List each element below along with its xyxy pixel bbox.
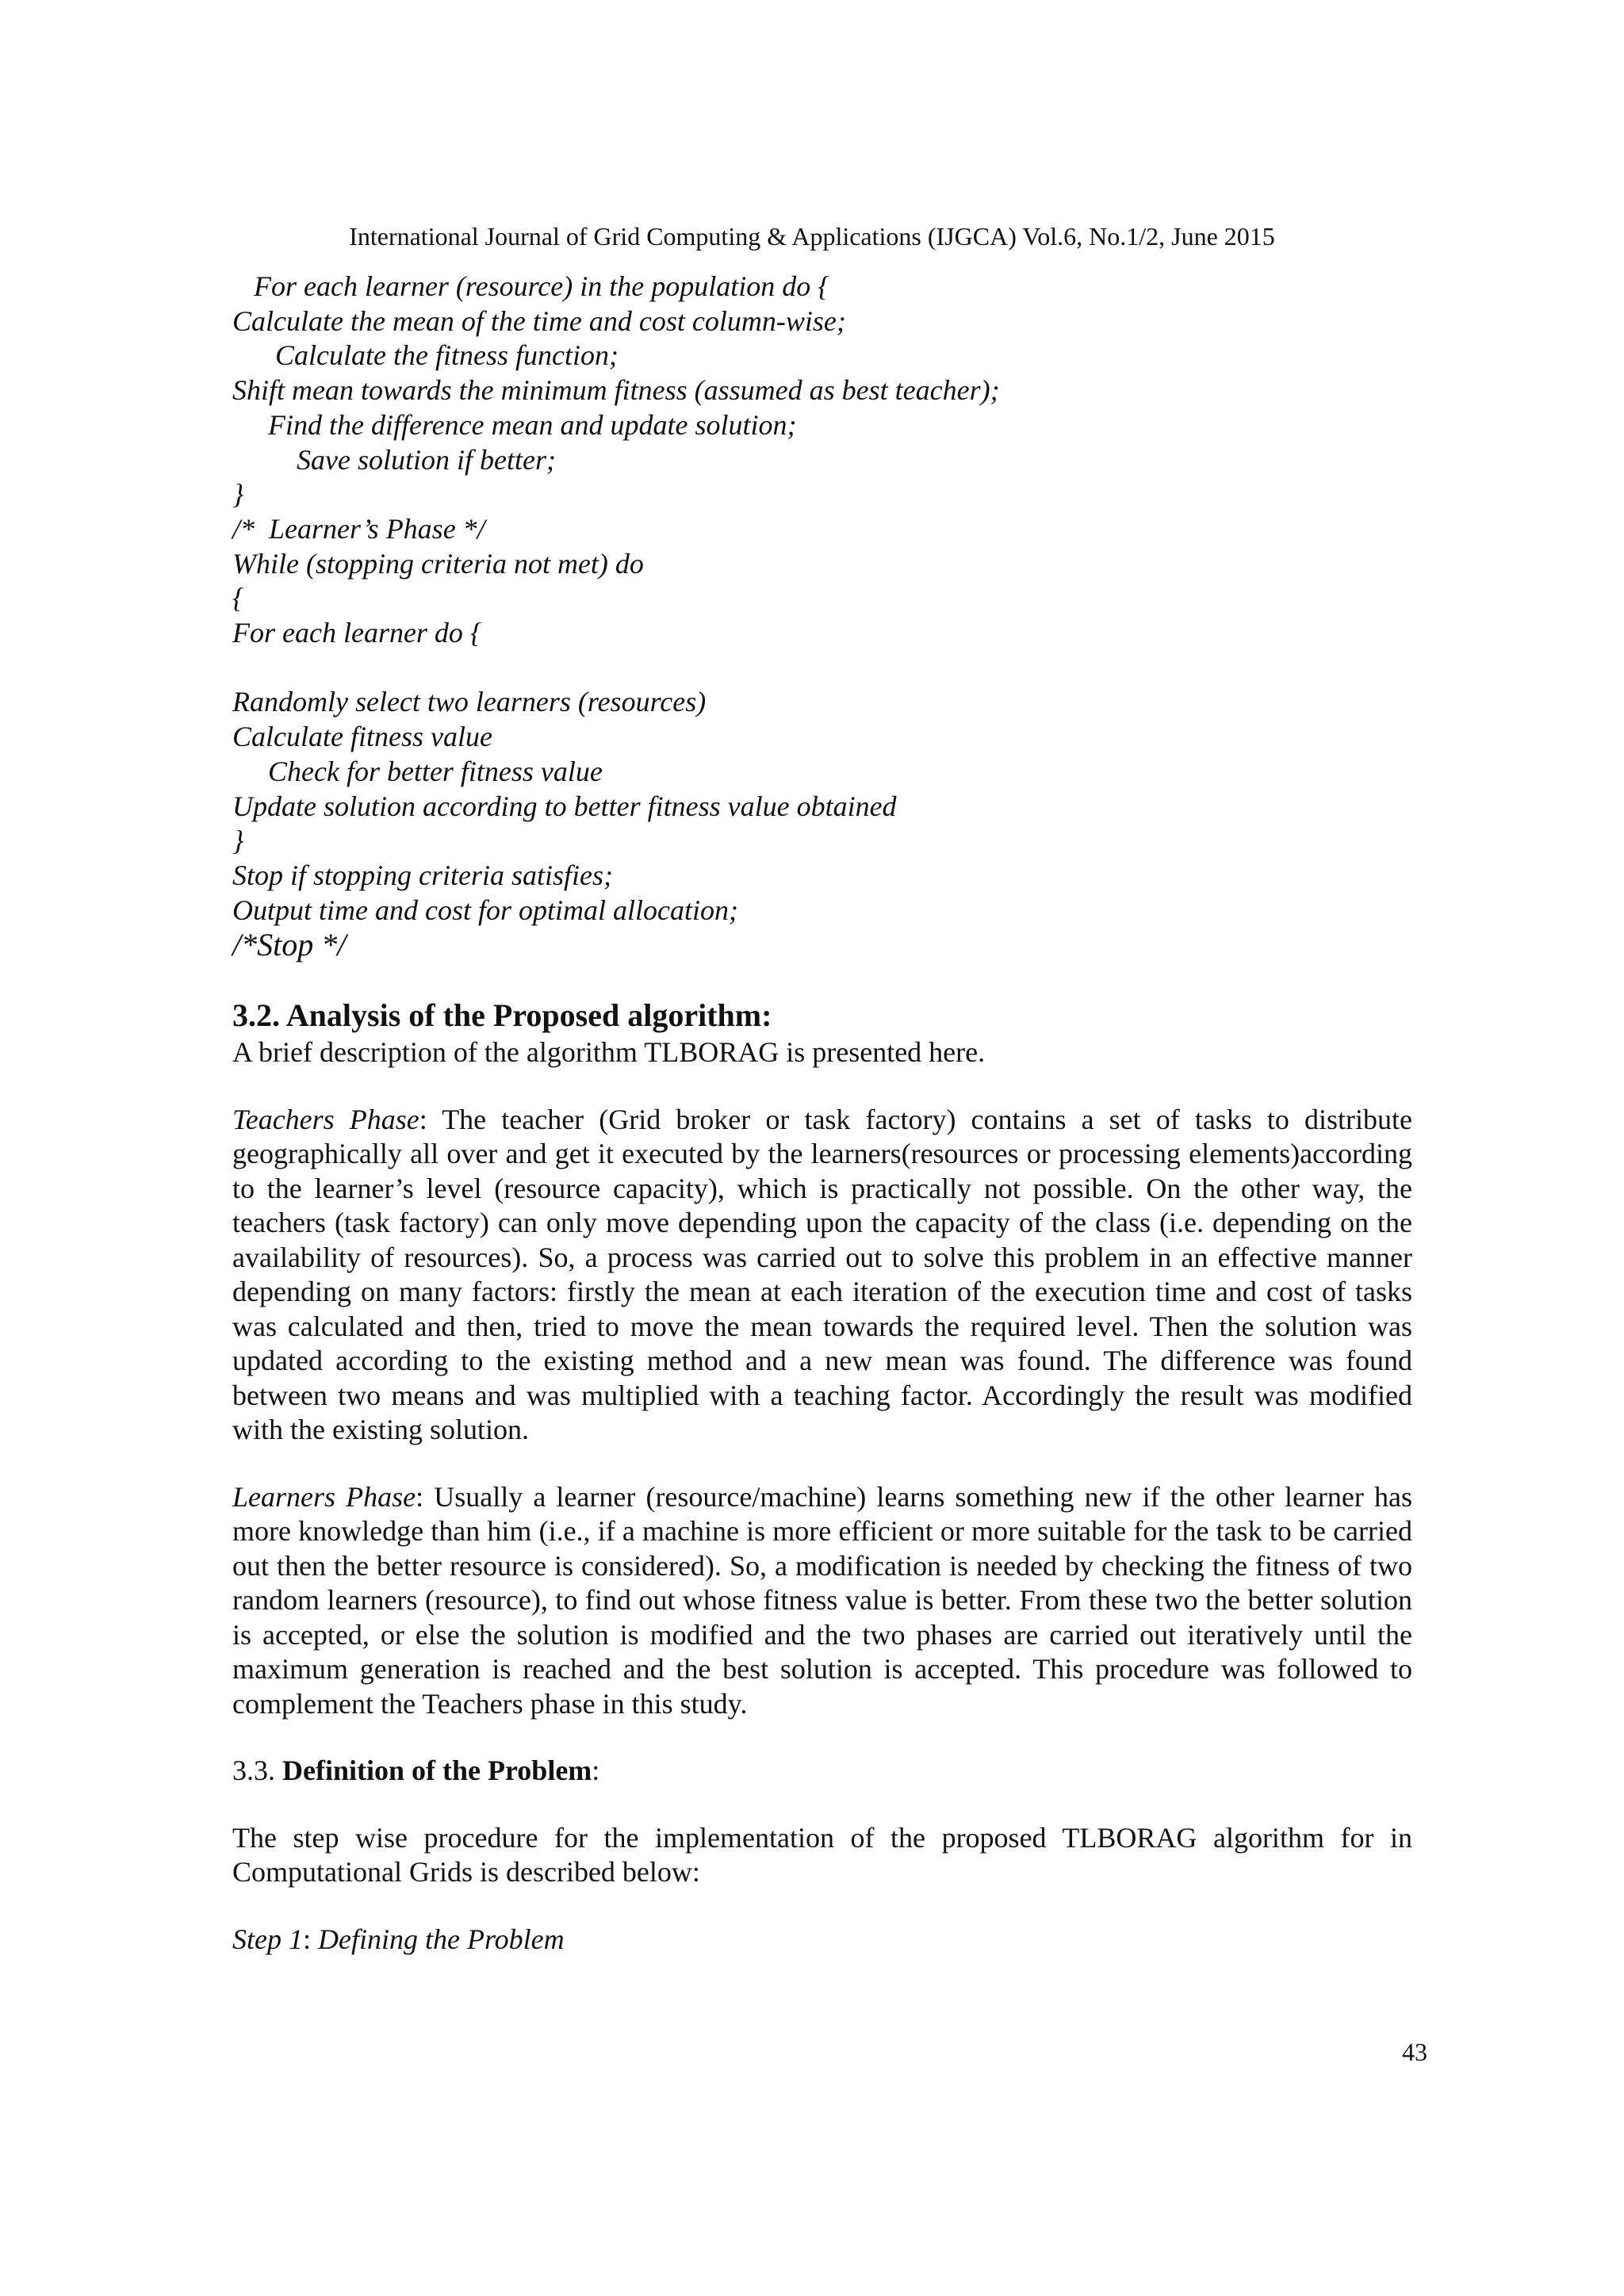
pseudocode-line: /*Stop */ xyxy=(232,927,347,963)
section-3-2-heading xyxy=(232,996,1412,1035)
pseudocode-line: For each learner do { xyxy=(232,617,482,649)
pseudocode-line: Update solution according to better fitness value obtained xyxy=(232,790,897,822)
pseudocode-line: Calculate fitness value xyxy=(232,721,492,753)
pseudocode-line: While (stopping criteria not met) do xyxy=(232,547,644,580)
pseudocode-line: Stop if stopping criteria satisfies; xyxy=(232,859,614,891)
pseudocode-line: } xyxy=(232,825,244,857)
pseudocode-line: Randomly select two learners (resources) xyxy=(232,686,707,718)
learners-phase-label: Learners Phase xyxy=(232,1480,416,1513)
step-1-line xyxy=(232,1923,1412,1957)
intro-paragraph: A brief description of the algorithm TLBORAG is presented here. xyxy=(232,1036,986,1068)
teachers-phase-label: Teachers Phase xyxy=(232,1103,419,1135)
pseudocode-line: For each learner (resource) in the population do { xyxy=(232,270,829,302)
teachers-phase-text: : The teacher (Grid broker or task factory) contains a set of tasks to distribute geographically all over and get it executed by the learners(resources or processing elements)according to the learner’s level (resource capacity), which is practically not possible. On the other way, the teachers (task factory) can only move depending upon the capacity of the class (i.e. depending on the availability of resources). So, a process was carried out to solve this problem in an effective manner depending on many factors: firstly the mean at each iteration of the execution time and cost of tasks was calculated and then, tried to move the mean towards the required level. Then the solution was updated according to the existing method and a new mean was found. The difference was found between two means and was multiplied with a teaching factor. Accordingly the result was modified with the existing solution. xyxy=(232,1103,1412,1445)
section-3-3-title: Definition of the Problem xyxy=(282,1755,592,1786)
section-3-2-title: Analysis of the Proposed algorithm: xyxy=(285,997,772,1033)
learners-phase-paragraph xyxy=(232,1480,1412,1722)
pseudocode-line: Calculate the mean of the time and cost column-wise; xyxy=(232,304,846,337)
pseudocode-line: Calculate the fitness function; xyxy=(232,339,619,372)
pseudocode-line xyxy=(232,651,1422,686)
pseudocode-line: } xyxy=(232,478,244,511)
learners-phase-text: : Usually a learner (resource/machine) learns something new if the other learner has more knowledge than him (i.e., if a machine is more efficient or more suitable for the task to be carried out then the better resource is considered). So, a modification is needed by checking the fitness of two random learners (resource), to find out whose fitness value is better. From these two the better solution is accepted, or else the solution is modified and the two phases are carried out iteratively until the maximum generation is reached and the best solution is accepted. This procedure was followed to complement the Teachers phase in this study. xyxy=(232,1480,1412,1720)
pseudocode-line: Save solution if better; xyxy=(232,443,556,476)
step-1-text: Defining the Problem xyxy=(318,1923,565,1955)
page-number: 43 xyxy=(1402,2038,1427,2066)
section-3-3-suffix: : xyxy=(592,1755,600,1786)
pseudocode-line: /* Learner’s Phase */ xyxy=(232,512,485,545)
pseudocode-block xyxy=(232,270,1422,962)
step-1-colon: : xyxy=(302,1923,318,1955)
section-3-3-heading xyxy=(232,1754,1412,1789)
teachers-phase-paragraph xyxy=(232,1103,1412,1448)
pseudocode-line: Find the difference mean and update solution; xyxy=(232,408,797,441)
pseudocode-line: { xyxy=(232,582,244,614)
pseudocode-line: Check for better fitness value xyxy=(232,755,603,787)
section-3-2-number: 3.2. xyxy=(232,997,280,1033)
running-header: International Journal of Grid Computing & Applications (IJGCA) Vol.6, No.1/2, June 2015 xyxy=(349,222,1275,251)
procedure-paragraph: The step wise procedure for the implementation of the proposed TLBORAG algorithm for in Computational Grids is described below: xyxy=(232,1821,1412,1888)
body-content xyxy=(232,996,1412,1957)
section-3-3-number: 3.3. xyxy=(232,1755,275,1786)
step-1-label: Step 1 xyxy=(232,1923,303,1955)
pseudocode-line: Shift mean towards the minimum fitness (assumed as best teacher); xyxy=(232,374,1000,407)
pseudocode-line: Output time and cost for optimal allocation; xyxy=(232,894,738,926)
